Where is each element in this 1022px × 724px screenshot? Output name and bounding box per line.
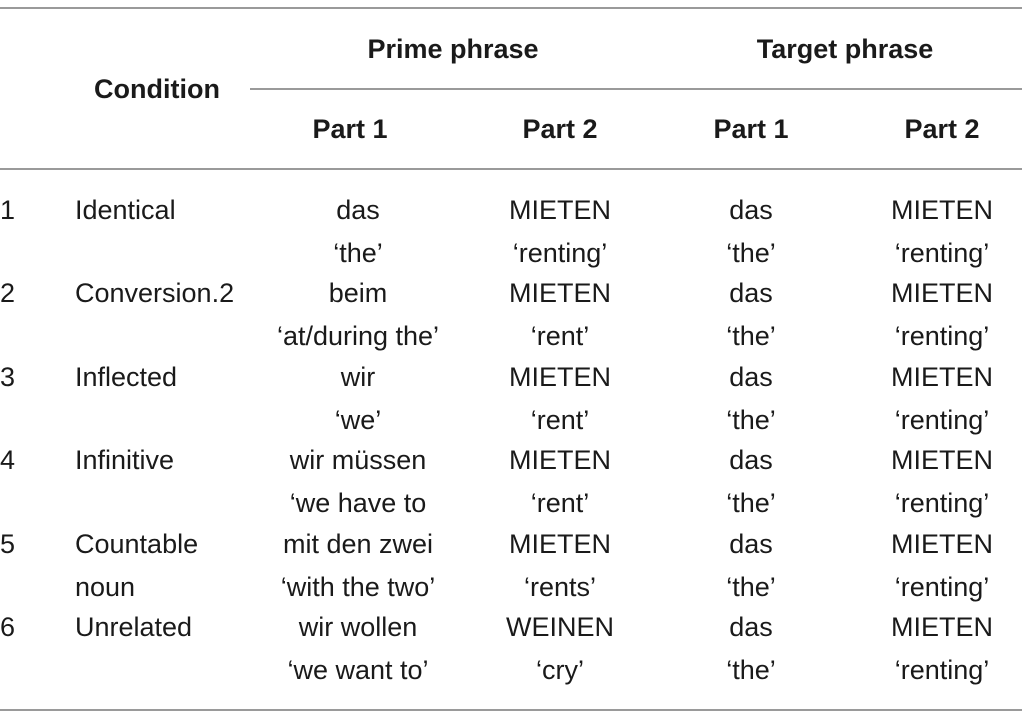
row-prime-part1-gloss: ‘we have to <box>289 488 427 519</box>
row-condition: Unrelated <box>75 612 193 642</box>
row-condition: Countable <box>75 528 199 559</box>
row-prime-part2: MIETEN <box>508 278 612 309</box>
header-condition: Condition <box>94 74 220 104</box>
row-target-part2-gloss: ‘renting’ <box>894 655 990 685</box>
row-prime-part2-gloss: ‘rent’ <box>530 404 590 435</box>
row-target-part1: das <box>729 612 773 642</box>
row-target-part2-gloss: ‘renting’ <box>894 571 990 602</box>
row-prime-part1: mit den zwei <box>282 528 434 559</box>
row-target-part1: das <box>729 528 773 559</box>
row-prime-part1: wir wollen <box>298 612 418 642</box>
row-prime-part2-gloss: ‘rents’ <box>523 571 597 602</box>
row-target-part2: MIETEN <box>890 612 994 642</box>
spanner-rule <box>250 88 1022 90</box>
header-prime-phrase: Prime phrase <box>367 34 539 64</box>
row-prime-part2: MIETEN <box>508 195 612 225</box>
row-prime-part1: wir müssen <box>289 445 427 476</box>
row-target-part1: das <box>729 195 773 225</box>
row-prime-part2: WEINEN <box>506 612 614 642</box>
row-prime-part1-gloss: ‘we’ <box>334 404 382 435</box>
row-prime-part1-gloss: ‘with the two’ <box>280 571 436 602</box>
bottom-rule <box>0 709 1022 711</box>
row-target-part1-gloss: ‘the’ <box>726 404 776 435</box>
row-number: 3 <box>0 361 16 392</box>
row-target-part2: MIETEN <box>890 445 994 476</box>
header-rule <box>0 168 1022 170</box>
row-target-part2-gloss: ‘renting’ <box>894 321 990 352</box>
row-target-part2: MIETEN <box>890 195 994 225</box>
row-prime-part2: MIETEN <box>508 528 612 559</box>
row-target-part1-gloss: ‘the’ <box>726 321 776 352</box>
row-prime-part2-gloss: ‘rent’ <box>530 321 590 352</box>
row-prime-part1: das <box>336 195 380 225</box>
row-target-part2-gloss: ‘renting’ <box>894 404 990 435</box>
row-prime-part2-gloss: ‘renting’ <box>512 238 608 268</box>
header-target-part1: Part 1 <box>713 114 789 144</box>
row-prime-part1: beim <box>328 278 388 309</box>
row-target-part1-gloss: ‘the’ <box>726 238 776 268</box>
row-prime-part2: MIETEN <box>508 361 612 392</box>
header-target-part2: Part 2 <box>904 114 980 144</box>
row-prime-part2-gloss: ‘rent’ <box>530 488 590 519</box>
row-prime-part1: wir <box>340 361 376 392</box>
row-condition: Infinitive <box>75 445 175 476</box>
header-target-phrase: Target phrase <box>756 34 934 64</box>
header-prime-part1: Part 1 <box>312 114 388 144</box>
row-target-part1: das <box>729 278 773 309</box>
row-condition-gloss: noun <box>75 571 136 602</box>
row-target-part1: das <box>729 361 773 392</box>
row-condition: Inflected <box>75 361 178 392</box>
row-prime-part1-gloss: ‘we want to’ <box>287 655 429 685</box>
row-target-part1-gloss: ‘the’ <box>726 571 776 602</box>
row-target-part1-gloss: ‘the’ <box>726 488 776 519</box>
row-target-part1: das <box>729 445 773 476</box>
top-rule <box>0 7 1022 9</box>
header-prime-part2: Part 2 <box>522 114 598 144</box>
row-condition: Identical <box>75 195 176 225</box>
row-target-part2-gloss: ‘renting’ <box>894 238 990 268</box>
row-prime-part2: MIETEN <box>508 445 612 476</box>
row-prime-part1-gloss: ‘the’ <box>333 238 383 268</box>
row-number: 1 <box>0 195 16 225</box>
row-target-part1-gloss: ‘the’ <box>726 655 776 685</box>
row-target-part2: MIETEN <box>890 278 994 309</box>
row-prime-part1-gloss: ‘at/during the’ <box>276 321 440 352</box>
row-number: 4 <box>0 445 16 476</box>
row-target-part2: MIETEN <box>890 361 994 392</box>
row-prime-part2-gloss: ‘cry’ <box>536 655 584 685</box>
row-target-part2: MIETEN <box>890 528 994 559</box>
row-condition: Conversion.2 <box>75 278 235 309</box>
row-target-part2-gloss: ‘renting’ <box>894 488 990 519</box>
row-number: 5 <box>0 528 16 559</box>
row-number: 6 <box>0 612 16 642</box>
row-number: 2 <box>0 278 16 309</box>
